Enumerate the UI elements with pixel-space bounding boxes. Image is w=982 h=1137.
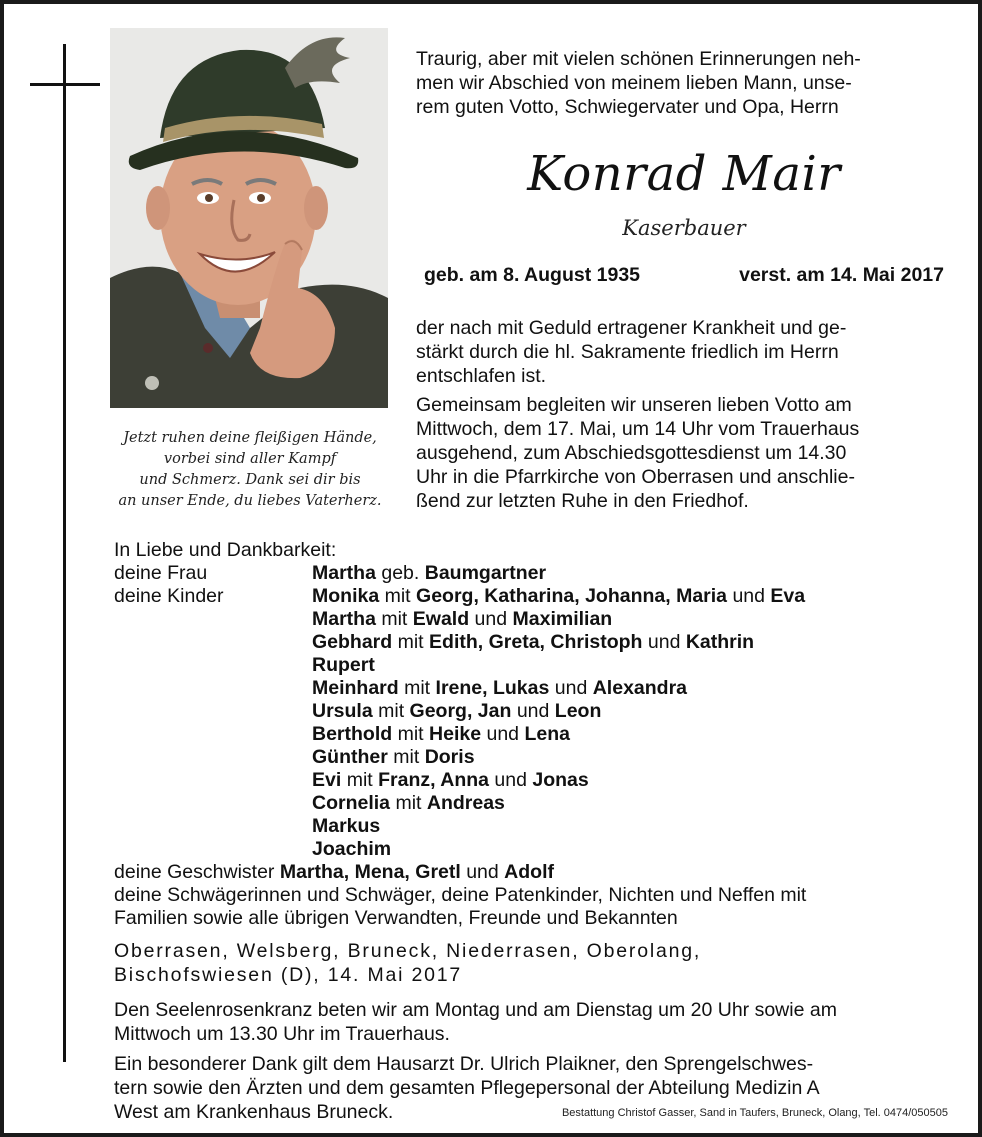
intro-line: men wir Abschied von meinem lieben Mann, unse-	[416, 72, 852, 94]
connector-text: deine Geschwister	[114, 861, 280, 883]
siblings-row	[114, 861, 964, 884]
connector-text: und	[727, 585, 771, 607]
mourner-name: Gebhard	[312, 631, 393, 653]
connector-text: und	[460, 861, 505, 883]
child-family-line	[312, 608, 612, 631]
connector-text: mit	[392, 723, 430, 745]
mourner-name: Martha, Mena, Gretl	[279, 861, 461, 883]
wife-name	[312, 562, 546, 585]
child-row	[114, 654, 964, 677]
mourner-name: Georg, Katharina, Johanna, Maria	[416, 585, 728, 607]
connector-text: und	[469, 608, 513, 630]
poem-line: Jetzt ruhen deine fleißigen Hände,	[123, 430, 377, 446]
mourner-name: Martha	[312, 562, 376, 584]
relatives-row	[114, 884, 964, 907]
mourners-heading: In Liebe und Dankbarkeit:	[114, 539, 337, 561]
memorial-poem	[110, 428, 390, 512]
mourner-name: Georg, Jan	[409, 700, 512, 722]
mourner-name: Heike	[429, 723, 482, 745]
connector-text: mit	[390, 792, 427, 814]
cause-line: entschlafen ist.	[416, 365, 547, 387]
child-family-line	[312, 700, 601, 723]
connector-text: und	[511, 700, 555, 722]
mourner-name: Kathrin	[685, 631, 755, 653]
child-family-line	[312, 585, 805, 608]
mourner-name: Jonas	[532, 769, 589, 791]
mourner-name: Cornelia	[312, 792, 391, 814]
child-family-line	[312, 838, 391, 861]
connector-text: mit	[379, 585, 417, 607]
mourners-heading-row	[114, 539, 964, 562]
mourner-name: Andreas	[426, 792, 505, 814]
connector-text: mit	[392, 631, 430, 653]
children-list	[114, 585, 964, 861]
mourner-name: Monika	[312, 585, 380, 607]
mourner-name: Edith, Greta, Christoph	[429, 631, 643, 653]
intro-line: Traurig, aber mit vielen schönen Erinnerungen neh-	[416, 48, 861, 70]
mourner-name: Ewald	[412, 608, 470, 630]
wife-label: deine Frau	[114, 562, 208, 584]
thanks-line: West am Krankenhaus Bruneck.	[114, 1101, 394, 1123]
connector-text: mit	[341, 769, 379, 791]
connector-text: und	[481, 723, 525, 745]
places-line: Oberrasen, Welsberg, Bruneck, Niederrasen, Oberolang,	[114, 940, 702, 962]
mourner-name: Evi	[312, 769, 342, 791]
mourner-name: Rupert	[312, 654, 375, 676]
intro-paragraph	[416, 47, 952, 119]
connector-text: und	[642, 631, 686, 653]
connector-text: geb.	[375, 562, 425, 584]
cross-vertical-bar	[63, 44, 66, 1062]
child-family-line	[312, 815, 380, 838]
mourner-name: Berthold	[312, 723, 393, 745]
mourner-name: Markus	[312, 815, 381, 837]
cause-paragraph	[416, 316, 952, 388]
mourner-name: Eva	[770, 585, 806, 607]
siblings-line	[114, 861, 554, 884]
rosary-line: Mittwoch um 13.30 Uhr im Trauerhaus.	[114, 1023, 450, 1045]
deceased-nickname: Kaserbauer	[622, 216, 746, 240]
funeral-line: Gemeinsam begleiten wir unseren lieben Votto am	[416, 394, 852, 416]
child-row	[114, 677, 964, 700]
funeral-line: Uhr in die Pfarrkirche von Oberrasen und anschlie-	[416, 466, 855, 488]
poem-line: und Schmerz. Dank sei dir bis	[139, 472, 361, 488]
deceased-name: Konrad Mair	[527, 146, 841, 202]
mourners-list	[114, 539, 964, 930]
child-family-line	[312, 746, 475, 769]
connector-text: und	[549, 677, 593, 699]
funeral-paragraph	[416, 393, 952, 513]
mourner-name: Baumgartner	[424, 562, 547, 584]
thanks-line: Ein besonderer Dank gilt dem Hausarzt Dr. Ulrich Plaikner, den Sprengelschwes-	[114, 1053, 814, 1075]
places-line: Bischofswiesen (D), 14. Mai 2017	[114, 964, 463, 986]
mourner-name: Alexandra	[592, 677, 688, 699]
child-row	[114, 631, 964, 654]
child-family-line	[312, 792, 505, 815]
intro-line: rem guten Votto, Schwiegervater und Opa, Herrn	[416, 96, 839, 118]
relatives-row	[114, 907, 964, 930]
connector-text: und	[489, 769, 533, 791]
child-row	[114, 838, 964, 861]
mourner-name: Günther	[312, 746, 388, 768]
mourner-name: Irene, Lukas	[435, 677, 550, 699]
wife-row	[114, 562, 964, 585]
child-row	[114, 769, 964, 792]
thanks-line: tern sowie den Ärzten und dem gesamten Pflegepersonal der Abteilung Medizin A	[114, 1077, 820, 1099]
mourner-name: Leon	[554, 700, 602, 722]
funeral-line: ßend zur letzten Ruhe in den Friedhof.	[416, 490, 749, 512]
mourner-name: Lena	[524, 723, 570, 745]
cause-line: der nach mit Geduld ertragener Krankheit und ge-	[416, 317, 847, 339]
poem-line: vorbei sind aller Kampf	[163, 451, 337, 467]
portrait-photo	[110, 28, 388, 408]
mourner-name: Joachim	[312, 838, 392, 860]
child-family-line	[312, 723, 570, 746]
child-family-line	[312, 769, 589, 792]
child-row	[114, 815, 964, 838]
child-row	[114, 700, 964, 723]
mourner-name: Martha	[312, 608, 376, 630]
relatives-line: Familien sowie alle übrigen Verwandten, Freunde und Bekannten	[114, 907, 678, 929]
connector-text: mit	[387, 746, 425, 768]
child-family-line	[312, 631, 754, 654]
child-family-line	[312, 677, 687, 700]
relatives-line: deine Schwägerinnen und Schwäger, deine Patenkinder, Nichten und Neffen mit	[114, 884, 807, 906]
poem-line: an unser Ende, du liebes Vaterherz.	[118, 493, 382, 509]
child-row	[114, 746, 964, 769]
mourner-name: Franz, Anna	[378, 769, 489, 791]
child-row	[114, 723, 964, 746]
death-date: verst. am 14. Mai 2017	[739, 264, 944, 286]
mourner-name: Adolf	[504, 861, 554, 883]
rosary-paragraph	[114, 998, 964, 1046]
child-row	[114, 608, 964, 631]
children-label: deine Kinder	[114, 585, 224, 607]
child-row	[114, 792, 964, 815]
birth-date: geb. am 8. August 1935	[424, 264, 641, 286]
portrait-illustration	[110, 28, 388, 408]
mourner-name: Meinhard	[312, 677, 399, 699]
connector-text: mit	[398, 677, 436, 699]
child-family-line	[312, 654, 375, 677]
funeral-line: Mittwoch, dem 17. Mai, um 14 Uhr vom Trauerhaus	[416, 418, 860, 440]
mourner-name: Doris	[424, 746, 475, 768]
mourner-name: Maximilian	[512, 608, 613, 630]
cause-line: stärkt durch die hl. Sakramente friedlich im Herrn	[416, 341, 839, 363]
cross-horizontal-bar	[30, 83, 100, 86]
child-row	[114, 585, 964, 608]
undertaker-credit: Bestattung Christof Gasser, Sand in Taufers, Bruneck, Olang, Tel. 0474/050505	[561, 1107, 948, 1119]
places-and-date	[114, 939, 964, 987]
connector-text: mit	[372, 700, 410, 722]
funeral-line: ausgehend, zum Abschiedsgottesdienst um 14.30	[416, 442, 847, 464]
mourner-name: Ursula	[312, 700, 373, 722]
rosary-line: Den Seelenrosenkranz beten wir am Montag und am Dienstag um 20 Uhr sowie am	[114, 999, 837, 1021]
connector-text: mit	[375, 608, 413, 630]
